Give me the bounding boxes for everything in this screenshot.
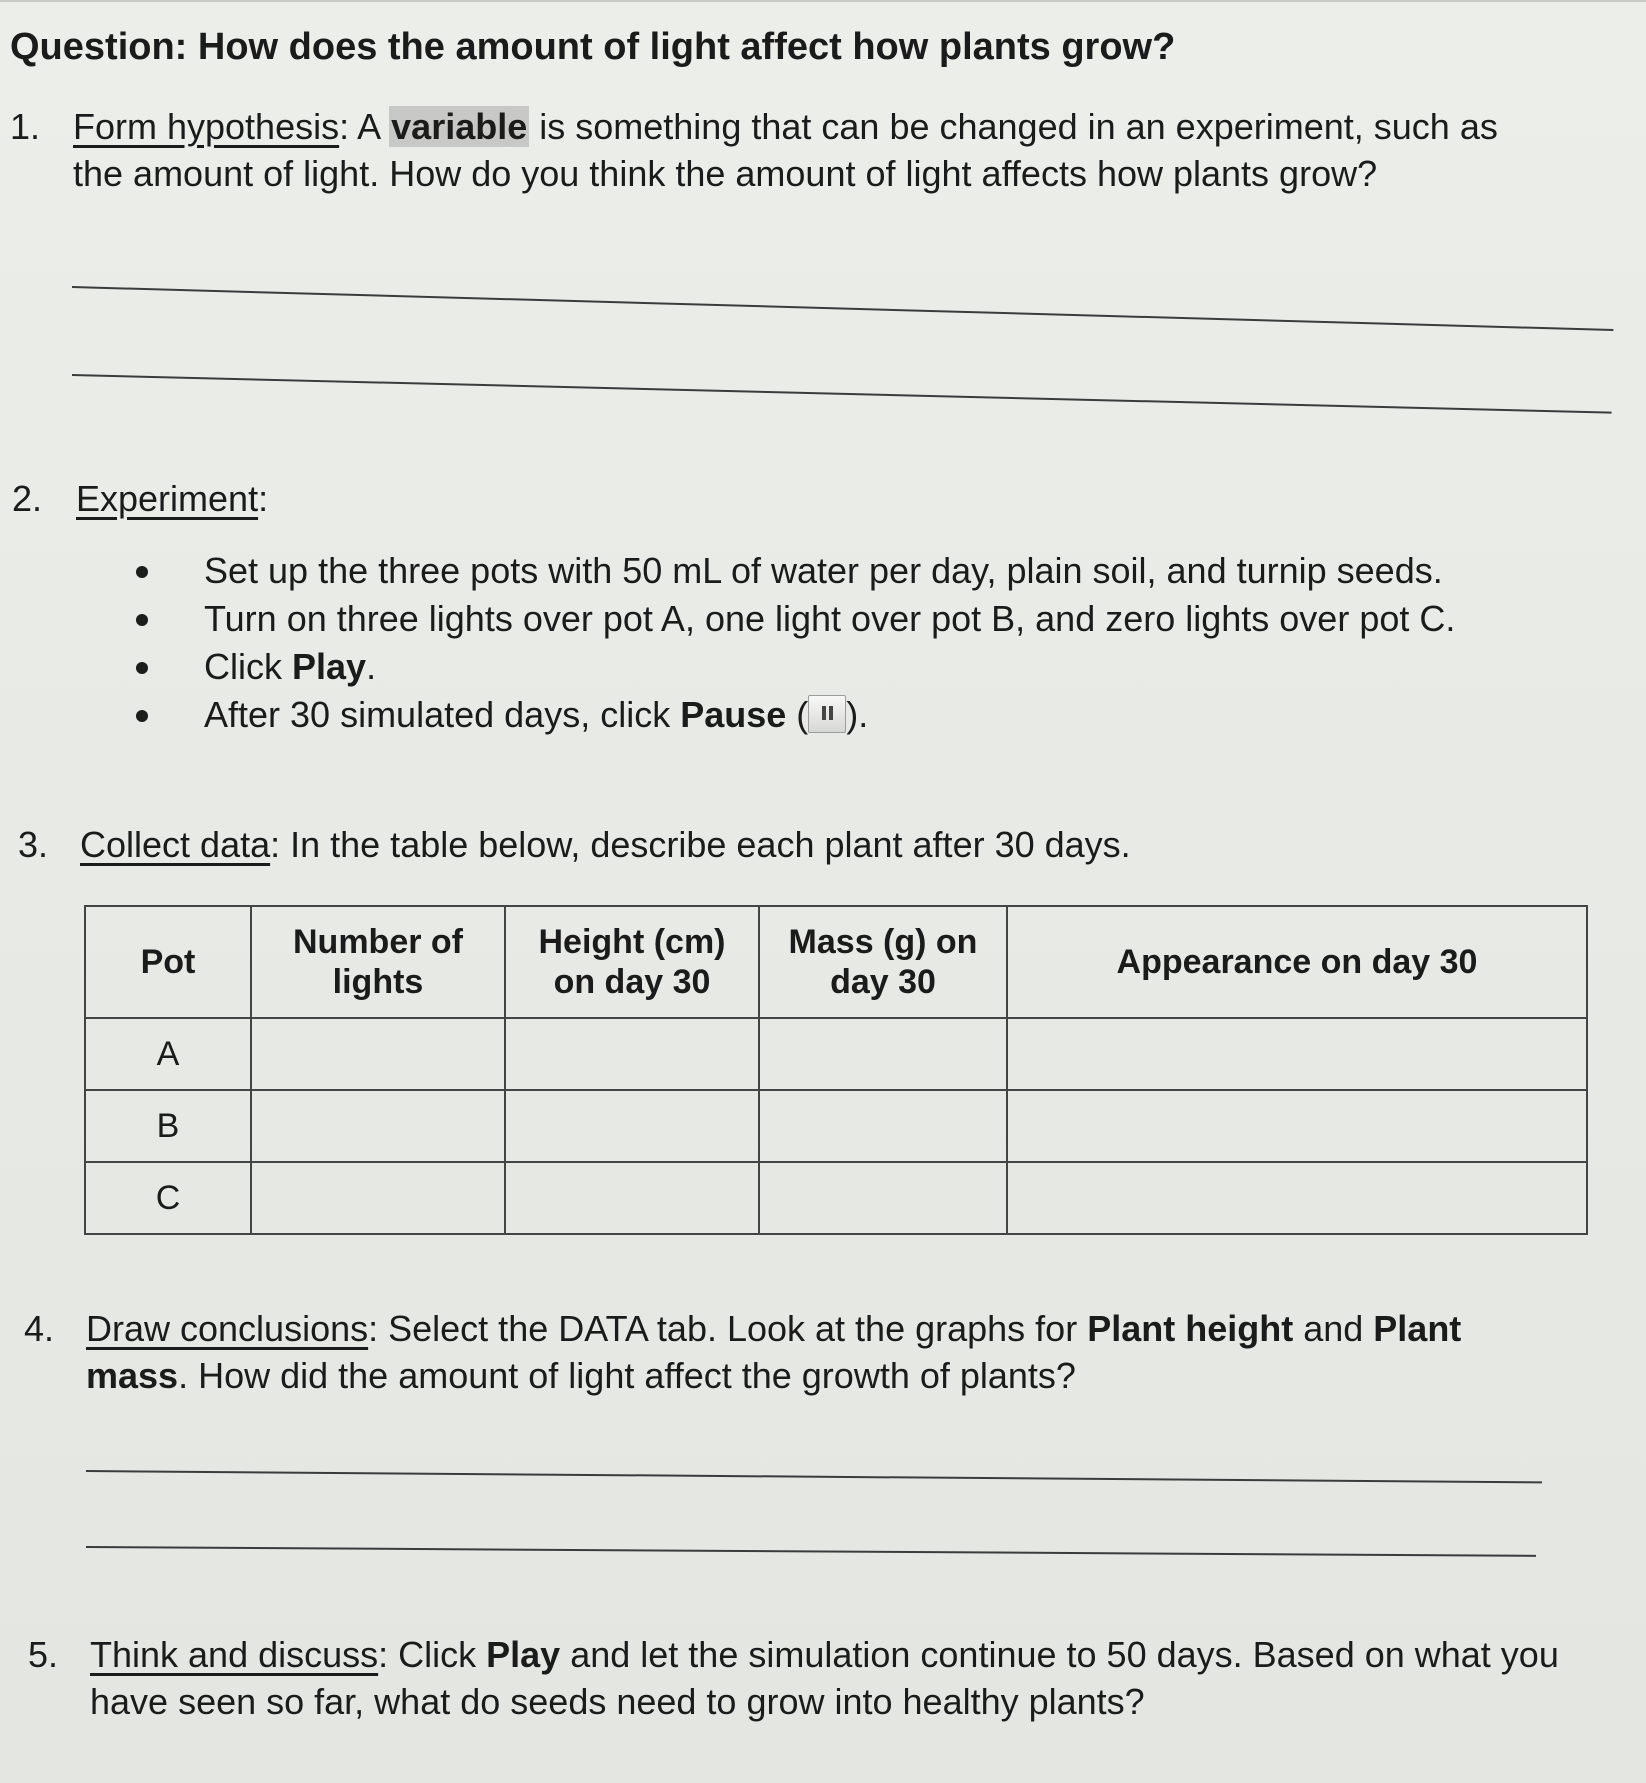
- item-label: Experiment: [76, 478, 259, 519]
- hypothesis-line-1: [73, 104, 1498, 150]
- question-heading: Question: How does the amount of light affect how plants grow?: [10, 26, 1176, 68]
- list-item: [136, 692, 1556, 740]
- hypothesis-line-2: the amount of light. How do you think the amount of light affects how plants grow?: [73, 153, 1378, 194]
- table-row: [85, 1090, 1587, 1162]
- pause-term: Pause: [680, 694, 787, 735]
- plant-data-table: [84, 905, 1588, 1235]
- header-number-of-lights: Number of lights: [251, 906, 505, 1018]
- header-mass: Mass (g) on day 30: [759, 906, 1007, 1018]
- item-number: 1.: [10, 106, 41, 147]
- plant-term: Plant: [1373, 1308, 1462, 1349]
- hypothesis-suffix: is something that can be changed in an experiment, such as: [529, 106, 1498, 147]
- item-number: 5.: [28, 1634, 59, 1675]
- item-number: 4.: [24, 1308, 55, 1349]
- top-divider: [0, 0, 1646, 2]
- height-cell[interactable]: [505, 1018, 759, 1090]
- variable-highlight: variable: [391, 106, 528, 147]
- conclusions-line-1: [86, 1306, 1461, 1352]
- mass-cell[interactable]: [759, 1162, 1007, 1234]
- lights-cell[interactable]: [251, 1162, 505, 1234]
- conclusions-line-2: [86, 1353, 1076, 1399]
- bullet-icon: [136, 566, 148, 578]
- item-form-hypothesis: [10, 104, 1610, 200]
- header-pot: Pot: [85, 906, 251, 1018]
- collect-data-suffix: : In the table below, describe each plant after 30 days.: [270, 824, 1131, 865]
- hypothesis-answer-line-1[interactable]: [72, 286, 1613, 331]
- appearance-cell[interactable]: [1007, 1162, 1587, 1234]
- bullet-text: Set up the three pots with 50 mL of water per day, plain soil, and turnip seeds.: [204, 550, 1443, 591]
- pot-cell: A: [85, 1018, 251, 1090]
- item-think-and-discuss: [28, 1632, 1618, 1728]
- hypothesis-prefix: : A: [339, 106, 390, 147]
- header-height: Height (cm) on day 30: [505, 906, 759, 1018]
- collect-data-text: [80, 822, 1131, 868]
- item-label: Form hypothesis: [73, 106, 340, 147]
- height-cell[interactable]: [505, 1090, 759, 1162]
- table-row: [85, 1162, 1587, 1234]
- mass-cell[interactable]: [759, 1090, 1007, 1162]
- bullet-text: After 30 simulated days, click Pause ( ).: [204, 694, 869, 735]
- discussion-prefix: : Click: [378, 1634, 487, 1675]
- bullet-icon: [136, 710, 148, 722]
- item-label: Draw conclusions: [86, 1308, 369, 1349]
- pause-icon: [808, 695, 846, 733]
- discussion-line-2: have seen so far, what do seeds need to grow into healthy plants?: [90, 1681, 1145, 1722]
- item-collect-data: [18, 822, 1218, 874]
- conclusions-suffix: . How did the amount of light affect the growth of plants?: [178, 1355, 1076, 1396]
- bullet-text: Turn on three lights over pot A, one light over pot B, and zero lights over pot C.: [204, 598, 1456, 639]
- hypothesis-answer-line-2[interactable]: [72, 374, 1612, 414]
- plant-height-term: Plant height: [1087, 1308, 1294, 1349]
- conclusions-and: and: [1293, 1308, 1374, 1349]
- height-cell[interactable]: [505, 1162, 759, 1234]
- bullet-text: Click Play.: [204, 646, 377, 687]
- list-item: [136, 644, 1556, 692]
- bullet-icon: [136, 662, 148, 674]
- table-header-row: [85, 906, 1587, 1018]
- pot-cell: B: [85, 1090, 251, 1162]
- item-number: 3.: [18, 824, 49, 865]
- conclusions-prefix: : Select the DATA tab. Look at the graphs for: [368, 1308, 1088, 1349]
- item-label: Think and discuss: [90, 1634, 379, 1675]
- list-item: [136, 548, 1556, 596]
- discussion-suffix: and let the simulation continue to 50 days. Based on what you: [560, 1634, 1559, 1675]
- mass-cell[interactable]: [759, 1018, 1007, 1090]
- lights-cell[interactable]: [251, 1090, 505, 1162]
- appearance-cell[interactable]: [1007, 1018, 1587, 1090]
- experiment-colon: :: [258, 478, 269, 519]
- conclusion-answer-line-2[interactable]: [86, 1546, 1536, 1557]
- discussion-line-1: [90, 1632, 1559, 1678]
- pot-cell: C: [85, 1162, 251, 1234]
- bullet-icon: [136, 614, 148, 626]
- mass-term: mass: [86, 1355, 179, 1396]
- experiment-bullets: [136, 548, 1556, 740]
- item-experiment: [12, 476, 712, 528]
- play-term: Play: [292, 646, 367, 687]
- play-term: Play: [486, 1634, 561, 1675]
- item-number: 2.: [12, 478, 43, 519]
- item-draw-conclusions: [24, 1306, 1604, 1402]
- conclusion-answer-line-1[interactable]: [86, 1470, 1542, 1483]
- experiment-title: [76, 476, 268, 522]
- list-item: [136, 596, 1556, 644]
- appearance-cell[interactable]: [1007, 1090, 1587, 1162]
- lights-cell[interactable]: [251, 1018, 505, 1090]
- item-label: Collect data: [80, 824, 271, 865]
- header-appearance: Appearance on day 30: [1007, 906, 1587, 1018]
- table-row: [85, 1018, 1587, 1090]
